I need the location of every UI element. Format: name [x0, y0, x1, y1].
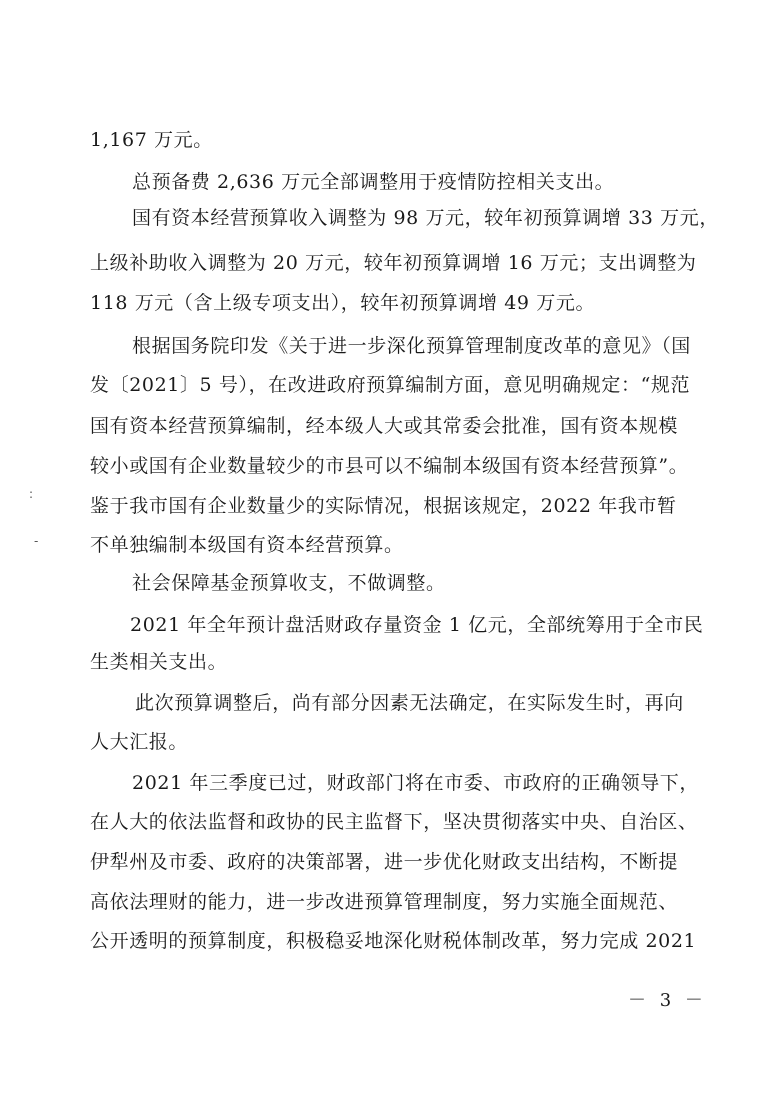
paragraph-line: 在人大的依法监督和政协的民主监督下，坚决贯彻落实中央、自治区、 — [90, 811, 698, 833]
paragraph-line: 此次预算调整后，尚有部分因素无法确定，在实际发生时，再向 — [135, 692, 684, 714]
paragraph-line: 国有资本经营预算编制，经本级人大或其常委会批准，国有资本规模 — [90, 415, 679, 437]
page-number: － 3 － — [628, 990, 707, 1011]
paragraph-line: 社会保障基金预算收支，不做调整。 — [132, 572, 446, 594]
scan-mark: - — [34, 534, 39, 548]
paragraph-line: 1,167 万元。 — [90, 129, 213, 151]
paragraph-line: 高依法理财的能力，进一步改进预算管理制度，努力实施全面规范、 — [90, 891, 679, 913]
paragraph-line: 伊犁州及市委、政府的决策部署，进一步优化财政支出结构，不断提 — [90, 851, 679, 873]
scan-mark: : — [29, 487, 34, 501]
paragraph-line: 上级补助收入调整为 20 万元，较年初预算调增 16 万元；支出调整为 — [90, 252, 697, 274]
paragraph-line: 人大汇报。 — [90, 731, 189, 753]
paragraph-line: 鉴于我市国有企业数量少的实际情况，根据该规定，2022 年我市暂 — [90, 495, 677, 517]
paragraph-line: 118 万元（含上级专项支出），较年初预算调增 49 万元。 — [90, 292, 596, 314]
paragraph-line: 不单独编制本级国有资本经营预算。 — [90, 534, 404, 556]
paragraph-line: 公开透明的预算制度，积极稳妥地深化财税体制改革，努力完成 2021 — [90, 930, 697, 952]
paragraph-line: 总预备费 2,636 万元全部调整用于疫情防控相关支出。 — [132, 171, 615, 193]
paragraph-line: 生类相关支出。 — [90, 651, 228, 673]
paragraph-line: 根据国务院印发《关于进一步深化预算管理制度改革的意见》（国 — [132, 335, 691, 357]
paragraph-line: 2021 年全年预计盘活财政存量资金 1 亿元，全部统筹用于全市民 — [130, 614, 704, 636]
paragraph-line: 发〔2021〕5 号），在改进政府预算编制方面，意见明确规定：“规范 — [90, 374, 691, 396]
paragraph-line: 较小或国有企业数量较少的市县可以不编制本级国有资本经营预算”。 — [90, 455, 689, 477]
paragraph-line: 2021 年三季度已过，财政部门将在市委、市政府的正确领导下， — [132, 772, 699, 794]
paragraph-line: 国有资本经营预算收入调整为 98 万元，较年初预算调增 33 万元， — [132, 207, 719, 229]
